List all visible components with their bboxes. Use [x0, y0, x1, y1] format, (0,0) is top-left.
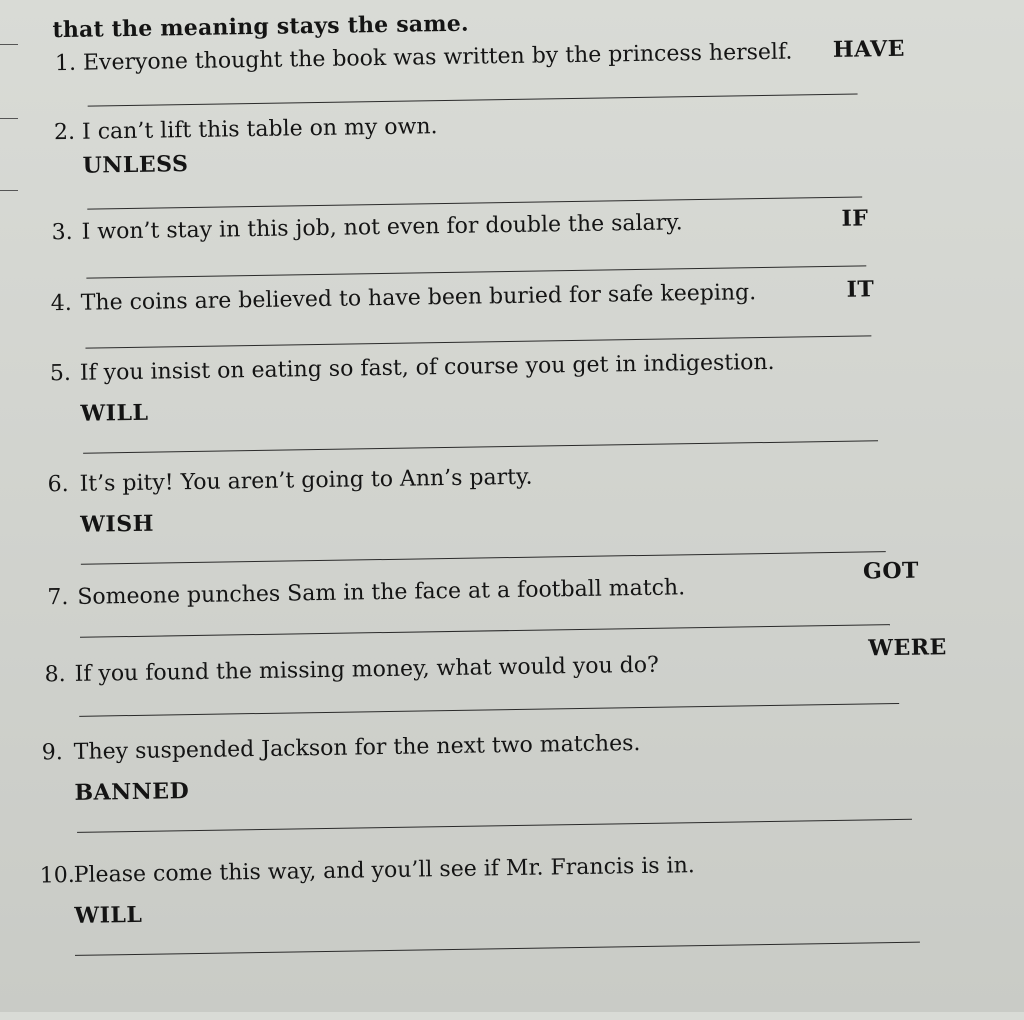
answer-line[interactable] [86, 265, 866, 278]
exercise-item-6 [0, 457, 1024, 563]
item-number: 2. [53, 119, 76, 146]
item-keyword: GOT [862, 557, 920, 585]
item-sentence: Someone punches Sam in the face at a football match. [77, 575, 686, 610]
exercise-item-2 [0, 105, 1019, 211]
item-sentence: If you insist on eating so fast, of course you get in indigestion. [79, 349, 775, 386]
answer-line[interactable] [80, 624, 890, 638]
binding-mark [0, 118, 18, 119]
item-sentence: Please come this way, and you’ll see if Mr. Francis is in. [73, 853, 695, 888]
item-keyword: WILL [74, 901, 143, 929]
item-sentence: The coins are believed to have been buried for safe keeping. [80, 280, 757, 316]
item-number: 8. [44, 662, 66, 688]
item-sentence: It’s pity! You aren’t going to Ann’s party. [79, 464, 533, 497]
item-keyword: WILL [80, 399, 149, 427]
answer-line[interactable] [83, 440, 878, 453]
binding-mark [0, 44, 18, 45]
item-number: 6. [47, 471, 69, 498]
instruction-text: that the meaning stays the same. [52, 10, 470, 44]
item-number: 5. [49, 360, 72, 387]
answer-line[interactable] [85, 335, 871, 348]
exercise-item-10 [6, 848, 1024, 954]
item-keyword: IT [846, 276, 875, 303]
item-sentence: They suspended Jackson for the next two matches. [73, 731, 641, 765]
exercise-item-9 [4, 725, 1024, 831]
item-sentence: I won’t stay in this job, not even for double the salary. [81, 210, 683, 245]
answer-line[interactable] [75, 942, 920, 956]
item-keyword: IF [841, 205, 869, 232]
item-keyword: WISH [80, 510, 155, 538]
item-sentence: I can’t lift this table on my own. [81, 114, 438, 145]
answer-line[interactable] [79, 703, 899, 717]
answer-line[interactable] [88, 94, 858, 107]
item-number: 3. [51, 219, 73, 246]
item-number: 7. [47, 584, 69, 611]
item-number: 9. [41, 740, 64, 766]
answer-line[interactable] [81, 551, 886, 565]
item-number: 4. [50, 290, 72, 317]
item-sentence: If you found the missing money, what would you do? [74, 652, 660, 687]
item-keyword: WERE [868, 634, 948, 662]
item-number: 10. [39, 862, 75, 889]
exercise-item-5 [0, 346, 1023, 452]
answer-line[interactable] [87, 196, 862, 209]
item-keyword: BANNED [74, 778, 190, 806]
item-sentence: Everyone thought the book was written by the princess herself. [82, 39, 793, 76]
item-keyword: UNLESS [82, 151, 189, 179]
item-number: 1. [54, 50, 77, 77]
binding-mark [0, 190, 18, 191]
item-keyword: HAVE [832, 35, 906, 63]
answer-line[interactable] [77, 819, 912, 833]
